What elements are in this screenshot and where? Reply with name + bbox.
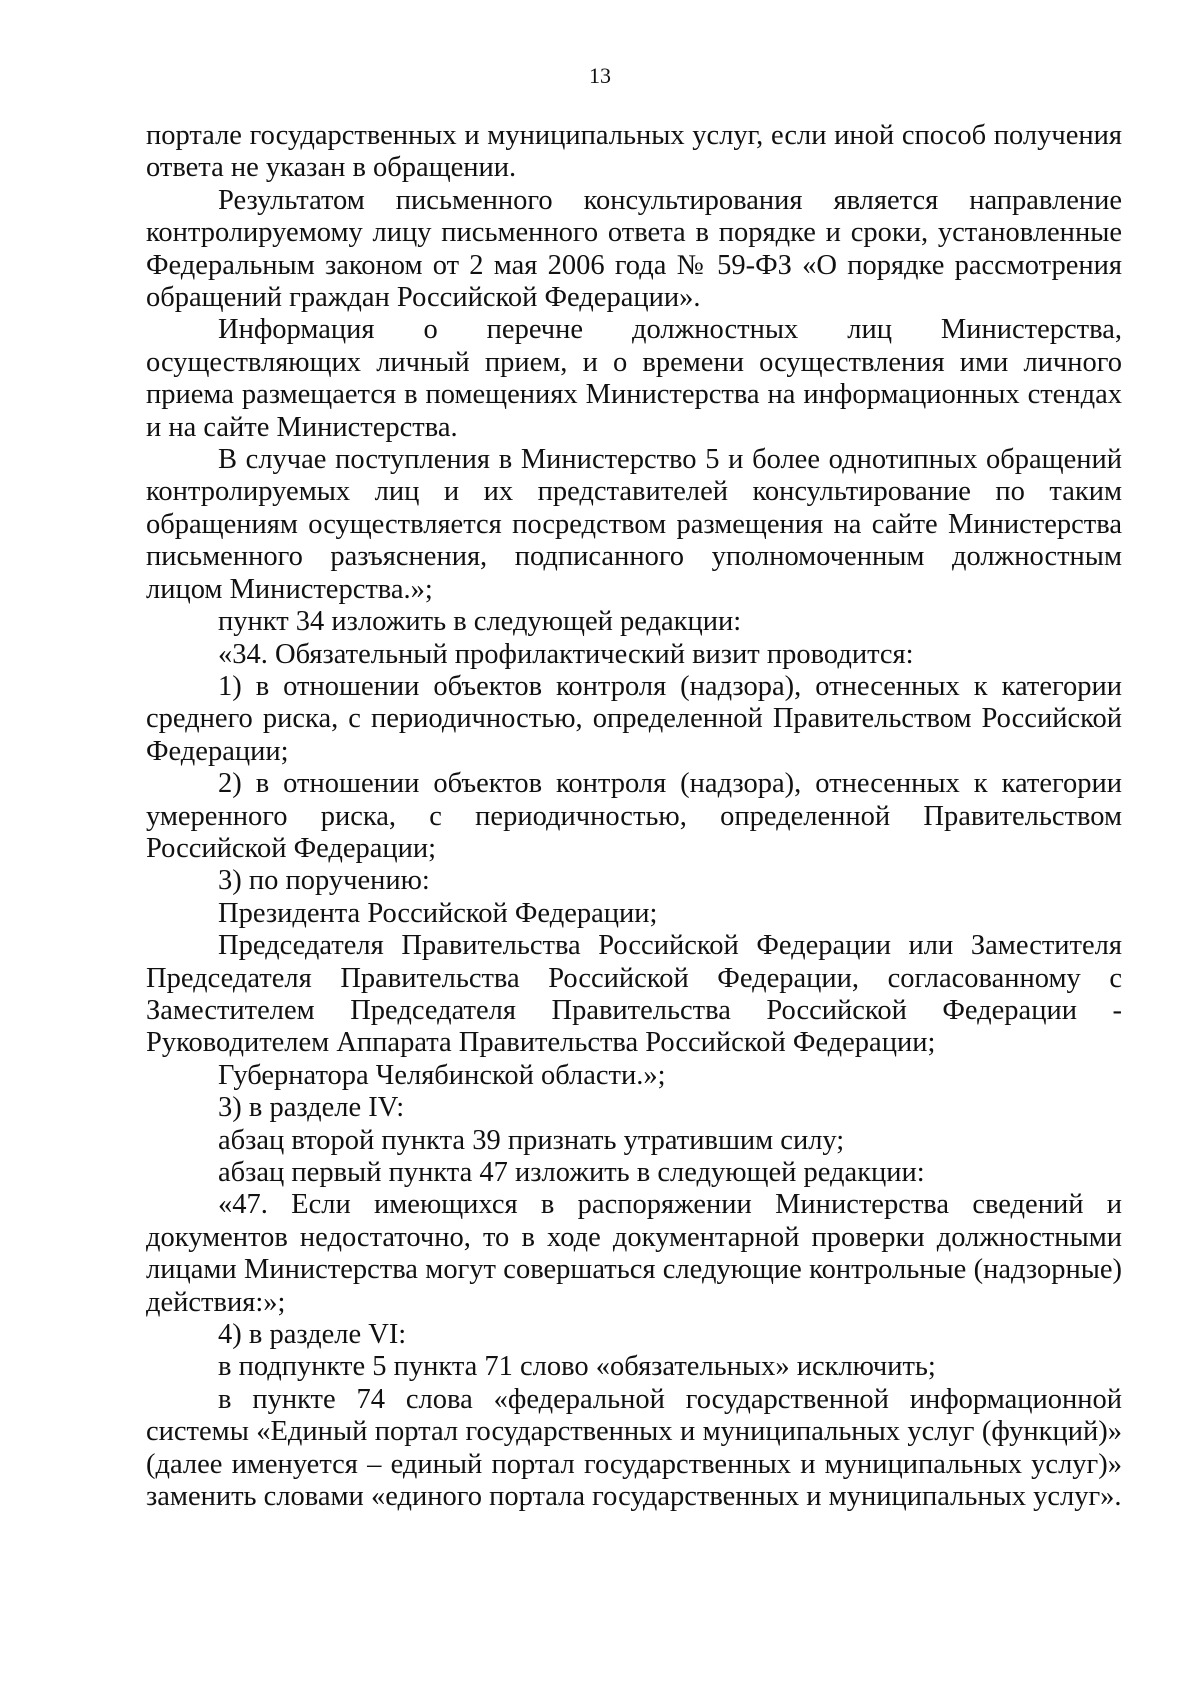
page-number: 13 xyxy=(589,63,611,88)
paragraph: Губернатора Челябинской области.»; xyxy=(218,1059,666,1091)
paragraph: Президента Российской Федерации; xyxy=(218,897,658,929)
paragraph: В случае поступления в Министерство 5 и более однотипных обращений контролируемых лиц и их представителей консультирование по таким обращениям осуществляется посредством размещения на сайте Министерства письменного разъяснения, подписанного уполномоченным должностным лицом Министерства.»; xyxy=(146,444,1122,605)
paragraph: в подпункте 5 пункта 71 слово «обязательных» исключить; xyxy=(218,1351,936,1383)
paragraph: «47. Если имеющихся в распоряжении Министерства сведений и документов недостаточно, то в ходе документарной проверки должностными лицами Министерства могут совершаться следующие контрольные (надзорные) действия:»; xyxy=(146,1189,1122,1318)
paragraph: Информация о перечне должностных лиц Министерства, осуществляющих личный прием, и о времени осуществления ими личного приема размещается в помещениях Министерства на информационных стендах и на сайте Министерства. xyxy=(146,314,1122,443)
paragraph: абзац второй пункта 39 признать утратившим силу; xyxy=(218,1124,845,1156)
paragraph: Председателя Правительства Российской Федерации или Заместителя Председателя Правительства Российской Федерации, согласованному с Заместителем Председателя Правительства Российской Федерации - Руководителем Аппарата Правительства Российской Федерации; xyxy=(146,930,1122,1059)
paragraph: «34. Обязательный профилактический визит проводится: xyxy=(218,638,914,670)
paragraph: 2) в отношении объектов контроля (надзора), отнесенных к категории умеренного риска, с периодичностью, определенной Правительством Российской Федерации; xyxy=(146,768,1122,864)
paragraph: портале государственных и муниципальных услуг, если иной способ получения ответа не указан в обращении. xyxy=(146,120,1122,184)
paragraph: 4) в разделе VI: xyxy=(218,1319,407,1351)
paragraph: 3) в разделе IV: xyxy=(218,1092,405,1124)
paragraph: 3) по поручению: xyxy=(218,865,430,897)
paragraph: пункт 34 изложить в следующей редакции: xyxy=(218,606,742,638)
paragraph: абзац первый пункта 47 изложить в следующей редакции: xyxy=(218,1157,925,1188)
paragraph: 1) в отношении объектов контроля (надзора), отнесенных к категории среднего риска, с периодичностью, определенной Правительством Российской Федерации; xyxy=(146,670,1122,767)
document-body xyxy=(146,120,1122,1513)
paragraph: в пункте 74 слова «федеральной государственной информационной системы «Единый портал государственных и муниципальных услуг (функций)» (далее именуется – единый портал государственных и муниципальных услуг)» заменить словами «единого портала государственных и муниципальных услуг». xyxy=(146,1383,1122,1513)
paragraph: Результатом письменного консультирования является направление контролируемому лицу письменного ответа в порядке и сроки, установленные Федеральным законом от 2 мая 2006 года № 59-ФЗ «О порядке рассмотрения обращений граждан Российской Федерации». xyxy=(146,184,1122,314)
